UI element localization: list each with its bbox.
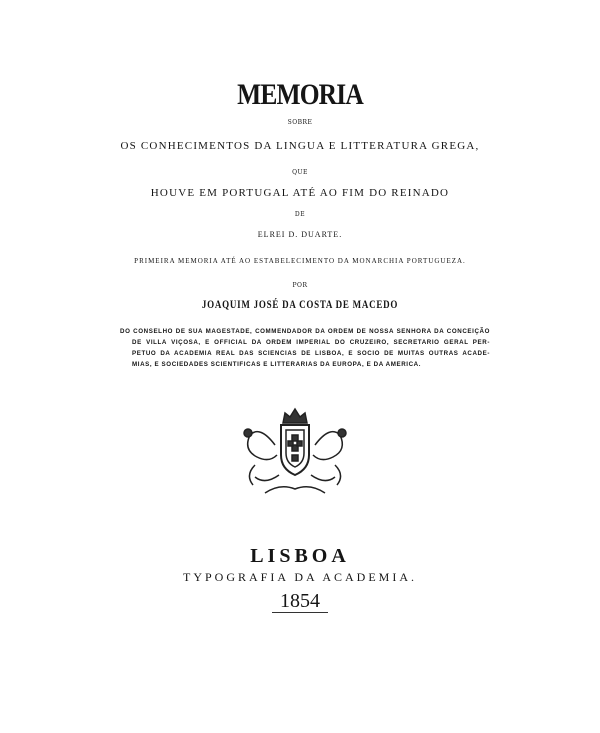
- credentials-line: DO CONSELHO DE SUA MAGESTADE, COMMENDADOR DA ORDEM DE NOSSA SENHORA DA CONCEIÇÃO: [120, 328, 490, 335]
- imprint-year: 1854: [280, 590, 320, 612]
- author-credentials: [120, 326, 490, 370]
- coat-of-arms-emblem: [235, 405, 355, 500]
- houve-line: HOUVE EM PORTUGAL ATÉ AO FIM DO REINADO: [150, 187, 450, 199]
- credentials-line: DE VILLA VIÇOSA, E OFFICIAL DA ORDEM IMPERIAL DO CRUZEIRO, SECRETARIO GERAL PER-: [132, 339, 490, 346]
- year-underline: [272, 612, 328, 613]
- primeira-line: PRIMEIRA MEMORIA ATÉ AO ESTABELECIMENTO DA MONARCHIA PORTUGUEZA.: [134, 257, 466, 265]
- elrei-line: ELREI D. DUARTE.: [257, 230, 343, 239]
- author-name: JOAQUIM JOSÉ DA COSTA DE MACEDO: [201, 297, 399, 311]
- credentials-line: MIAS, E SOCIEDADES SCIENTIFICAS E LITTERARIAS DA EUROPA, E DA AMERICA.: [132, 361, 422, 368]
- por-label: POR: [292, 282, 308, 289]
- imprint-city: LISBOA: [250, 545, 350, 567]
- subject-line: OS CONHECIMENTOS DA LINGUA E LITTERATURA GREGA,: [120, 140, 480, 152]
- de-label: DE: [294, 211, 306, 218]
- sobre-label: SOBRE: [287, 119, 313, 126]
- credentials-line: PETUO DA ACADEMIA REAL DAS SCIENCIAS DE LISBOA, E SOCIO DE MUITAS OUTRAS ACADE-: [132, 350, 490, 357]
- que-label: QUE: [292, 169, 308, 176]
- page-title: MEMORIA: [237, 78, 363, 111]
- imprint-printer: TYPOGRAFIA DA ACADEMIA.: [182, 570, 418, 584]
